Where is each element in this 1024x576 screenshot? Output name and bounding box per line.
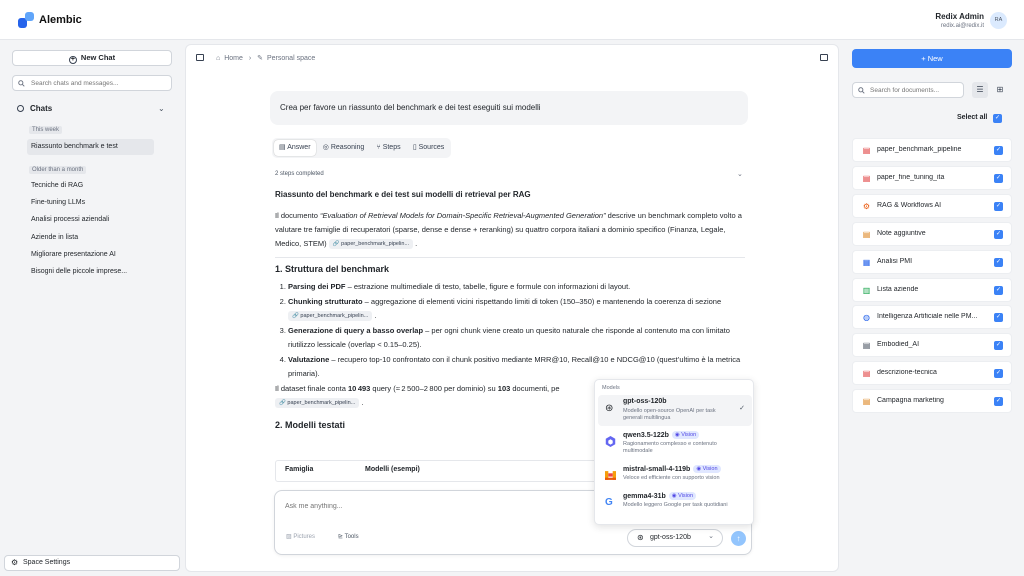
search-chats-field[interactable]: [12, 75, 172, 91]
document-checkbox[interactable]: ✓: [995, 175, 1002, 181]
tools-button[interactable]: ⊵ Tools: [338, 534, 359, 540]
document-item[interactable]: [852, 222, 1012, 246]
document-checkbox[interactable]: ✓: [995, 314, 1002, 320]
model-selector[interactable]: [627, 529, 723, 547]
chevron-right-icon: ›: [248, 55, 252, 62]
qwen-icon: [605, 436, 616, 447]
chat-input[interactable]: [285, 500, 585, 512]
answer-title: Riassunto del benchmark e dei test sui modelli di retrieval per RAG: [275, 190, 531, 199]
pin-icon: ✎: [257, 55, 263, 62]
document-name: paper_fine_tuning_ita: [877, 174, 945, 181]
answer-tabs: [272, 138, 451, 158]
chevron-down-icon: ⌄: [708, 533, 714, 540]
gear-icon: ⚙: [11, 558, 19, 567]
group-label-this-week: This week: [29, 126, 62, 134]
search-icon: [858, 87, 865, 94]
globe-icon: ◍: [863, 313, 870, 322]
google-icon: G: [605, 497, 613, 508]
plus-circle-icon: +: [70, 56, 75, 63]
search-icon: [18, 80, 25, 87]
document-checkbox[interactable]: ✓: [995, 398, 1002, 404]
pdf-icon: ▤: [862, 174, 871, 183]
grid-view-icon[interactable]: ⊞: [996, 85, 1004, 94]
pdf-icon: ▤: [862, 146, 871, 155]
home-icon: ⌂: [215, 55, 221, 62]
section-heading: 1. Struttura del benchmark: [275, 264, 390, 274]
chart-icon: ▦: [862, 258, 871, 267]
select-all-checkbox[interactable]: ✓: [994, 115, 1001, 121]
document-item[interactable]: [852, 138, 1012, 162]
brain-icon: ◎: [322, 144, 331, 151]
model-option[interactable]: G gemma4-31b ◉ Vision Modello leggero Google per task quotidiani: [605, 493, 728, 508]
vision-badge: ◉ Vision: [672, 431, 699, 439]
chat-item[interactable]: Aziende in lista: [31, 234, 79, 241]
document-name: Lista aziende: [877, 286, 919, 293]
vision-badge: ◉ Vision: [693, 465, 720, 473]
document-name: Note aggiuntive: [877, 230, 926, 237]
gear-icon: ⚙: [862, 202, 871, 211]
openai-icon: ⊛: [637, 533, 644, 542]
new-document-button[interactable]: + New: [852, 49, 1012, 68]
source-chip[interactable]: 🔗 paper_benchmark_pipelin...: [329, 239, 413, 249]
eye-icon: ◉: [671, 493, 679, 499]
breadcrumb-home[interactable]: Home: [224, 55, 243, 62]
document-checkbox[interactable]: ✓: [995, 231, 1002, 237]
vision-badge: ◉ Vision: [669, 492, 696, 500]
group-label-older: Older than a month: [29, 166, 86, 174]
tab-answer[interactable]: ▤ Answer: [274, 140, 316, 156]
breadcrumb-space[interactable]: Personal space: [267, 55, 316, 62]
chats-icon: [17, 105, 24, 112]
list-item: 4. Valutazione – recupero top-10 confrontato con il chunk positivo mediante MRR@10, Recall@10 e NDCG@10 (quest’ultimo è la metrica primaria).: [288, 353, 745, 382]
user-name: Redix Admin: [935, 12, 984, 21]
answer-intro: Il documento “Evaluation of Retrieval Models for Domain-Specific Retrieval-Augmented Generation” descrive un benchmark completo volto a valutare tre famiglie di recuperatori (sparse, dense e dense + reranking) su quattro corpora italiani a dominio specifico (Finanza, Legale, Medico, STEM) 🔗 paper_benchmark_pipelin... .: [275, 211, 742, 248]
document-item[interactable]: [852, 194, 1012, 218]
models-label: Models: [602, 385, 620, 391]
document-name: paper_benchmark_pipeline: [877, 146, 962, 153]
table-header: Famiglia: [285, 466, 314, 473]
top-bar: [0, 0, 1024, 40]
pdf-icon: ▤: [862, 369, 871, 378]
chat-item[interactable]: Migliorare presentazione AI: [31, 251, 116, 258]
chevron-down-icon[interactable]: ⌄: [158, 104, 165, 113]
table-header: Modelli (esempi): [365, 466, 420, 473]
model-selector-label: gpt-oss-120b: [650, 534, 691, 541]
doc-icon: ▤: [862, 341, 871, 350]
steps-icon: ⑂: [376, 144, 383, 151]
list-item: 3. Generazione di query a basso overlap – per ogni chunk viene creato un quesito naturale che risponde al contenuto ma con limitato riutilizzo lessicale (overlap < 0.15–0.25).: [288, 324, 745, 353]
benchmark-steps-list: [275, 280, 745, 382]
check-icon: ✓: [739, 405, 745, 412]
document-checkbox[interactable]: ✓: [995, 147, 1002, 153]
tab-reasoning[interactable]: ◎ Reasoning: [322, 144, 365, 151]
pictures-button[interactable]: ▨ Pictures: [286, 534, 316, 540]
document-item[interactable]: [852, 278, 1012, 302]
select-all-label: Select all: [957, 114, 988, 121]
document-item[interactable]: [852, 389, 1012, 413]
document-item[interactable]: [852, 305, 1012, 329]
openai-icon: ⊛: [605, 403, 614, 414]
eye-icon: ◉: [696, 466, 703, 472]
document-name: Intelligenza Artificiale nelle PM...: [877, 313, 978, 320]
eye-icon: ◉: [674, 432, 682, 438]
new-chat-label: New Chat: [80, 53, 116, 62]
avatar[interactable]: RA: [990, 12, 1007, 29]
chat-item[interactable]: Riassunto benchmark e test: [27, 139, 154, 155]
model-option[interactable]: qwen3.5-122b ◉ Vision Ragionamento complesso e contenuto multimodale: [598, 428, 752, 459]
mistral-icon: [605, 470, 616, 481]
list-view-icon[interactable]: ☰: [972, 82, 988, 98]
steps-completed[interactable]: 2 steps completed: [275, 171, 324, 177]
list-item: 1. Parsing dei PDF – estrazione multimediale di testo, tabelle, figure e formule con informazioni di layout.: [288, 280, 745, 295]
model-option[interactable]: mistral-small-4-119b ◉ Vision Veloce ed efficiente con supporto vision: [598, 462, 752, 493]
tab-steps[interactable]: ⑂ Steps: [376, 144, 401, 151]
search-documents-input[interactable]: [870, 85, 960, 95]
document-item[interactable]: [852, 361, 1012, 385]
chat-item[interactable]: Bisogni delle piccole imprese...: [31, 268, 128, 275]
answer-icon: ▤: [279, 144, 288, 151]
search-documents-field[interactable]: [852, 82, 964, 98]
breadcrumb: [196, 54, 319, 62]
model-option[interactable]: ⊛ gpt-oss-120b Modello open-source OpenAI per task generali multilingua ✓: [598, 395, 752, 426]
document-name: Campagna marketing: [877, 397, 944, 404]
new-chat-button[interactable]: [12, 50, 172, 66]
source-chip[interactable]: 🔗 paper_benchmark_pipelin...: [275, 398, 359, 408]
section-heading: 2. Modelli testati: [275, 419, 346, 430]
tools-icon: ⊵: [338, 534, 345, 540]
list-item: 2. Chunking strutturato – aggregazione di elementi vicini rispettando limiti di token (150–350) e mantenendo la coerenza di sezione 🔗 paper_benchmark_pipelin... .: [288, 295, 745, 324]
user-prompt: Crea per favore un riassunto del benchmark e dei test eseguiti sui modelli: [270, 91, 748, 125]
chat-item[interactable]: Fine-tuning LLMs: [31, 199, 86, 206]
document-item[interactable]: [852, 333, 1012, 357]
chat-item[interactable]: Analisi processi aziendali: [31, 216, 110, 223]
user-email: redix.ai@redix.it: [940, 23, 984, 29]
sheet-icon: ▥: [862, 286, 871, 295]
chevron-down-icon[interactable]: ⌄: [737, 171, 743, 178]
panel-toggle-icon[interactable]: [820, 54, 828, 61]
model-dropdown: [594, 379, 754, 525]
document-checkbox[interactable]: ✓: [995, 203, 1002, 209]
document-name: descrizione-tecnica: [877, 369, 937, 376]
document-checkbox[interactable]: ✓: [995, 287, 1002, 293]
chat-item[interactable]: Tecniche di RAG: [31, 182, 84, 189]
space-settings-label: Space Settings: [23, 559, 71, 566]
document-name: RAG & Workflows AI: [877, 202, 942, 209]
sidebar-toggle-icon[interactable]: [196, 54, 204, 61]
answer-content: Riassunto del benchmark e dei test sui modelli di retrieval per RAG Il documento “Evaluation of Retrieval Models for Domain-Specific Retrieval-Augmented Generation” descrive un benchmark completo volto a valutare tre famiglie di recuperatori (sparse, dense e dense + reranking) su quattro corpora italiani a dominio specifico (Finanza, Legale, Medico, STEM) 🔗 paper_benchmark_pipelin... . 1. Struttura del benchmark 1. Parsing dei PDF – estrazione multimediale di testo, tabelle, figure e formule con informazioni di layout. 2. Chunking strutturato – aggregazione di elementi vicini rispettando limiti di token (150–350) e mantenendo la coerenza di sezione 🔗 paper_benchmark_pipelin... . 3. Generazione di query a basso overlap – per ogni chunk viene creato un quesito naturale che risponde al contenuto ma con limitato riutilizzo lessicale (overlap < 0.15–0.25). 4. Valutazione – recupero top-10 confrontato con il chunk positivo mediante MRR@10, Recall@10 e NDCG@10 (quest’ultimo è la metrica primaria). Il dataset finale conta 10 493 query (≈ 2 500–2 800 per dominio) su 103 documenti, pe 🔗 paper_benchmark_pipelin... . 2. Modelli testati: [275, 188, 745, 436]
document-item[interactable]: [852, 250, 1012, 274]
document-checkbox[interactable]: ✓: [995, 370, 1002, 376]
note-icon: ▤: [862, 230, 871, 239]
document-item[interactable]: [852, 166, 1012, 190]
app-brand: Alembic: [39, 14, 82, 26]
tab-sources[interactable]: ▯ Sources: [412, 144, 445, 151]
search-chats-input[interactable]: [31, 78, 167, 88]
document-checkbox[interactable]: ✓: [995, 259, 1002, 265]
note-icon: ▤: [862, 397, 871, 406]
document-checkbox[interactable]: ✓: [995, 342, 1002, 348]
arrow-up-icon: ↑: [736, 534, 741, 543]
space-settings-button[interactable]: [4, 555, 180, 571]
document-name: Analisi PMI: [877, 258, 913, 265]
image-icon: ▨: [286, 534, 294, 540]
document-name: Embodied_AI: [877, 341, 920, 348]
book-icon: ▯: [412, 144, 419, 151]
send-button[interactable]: [731, 531, 746, 546]
alembic-logo-icon: [18, 12, 34, 28]
dataset-paragraph: Il dataset finale conta 10 493 query (≈ 2 500–2 800 per dominio) su 103 documenti, pe: [275, 383, 560, 393]
source-chip[interactable]: 🔗 paper_benchmark_pipelin...: [288, 311, 372, 321]
chats-section-title[interactable]: Chats: [30, 104, 53, 113]
